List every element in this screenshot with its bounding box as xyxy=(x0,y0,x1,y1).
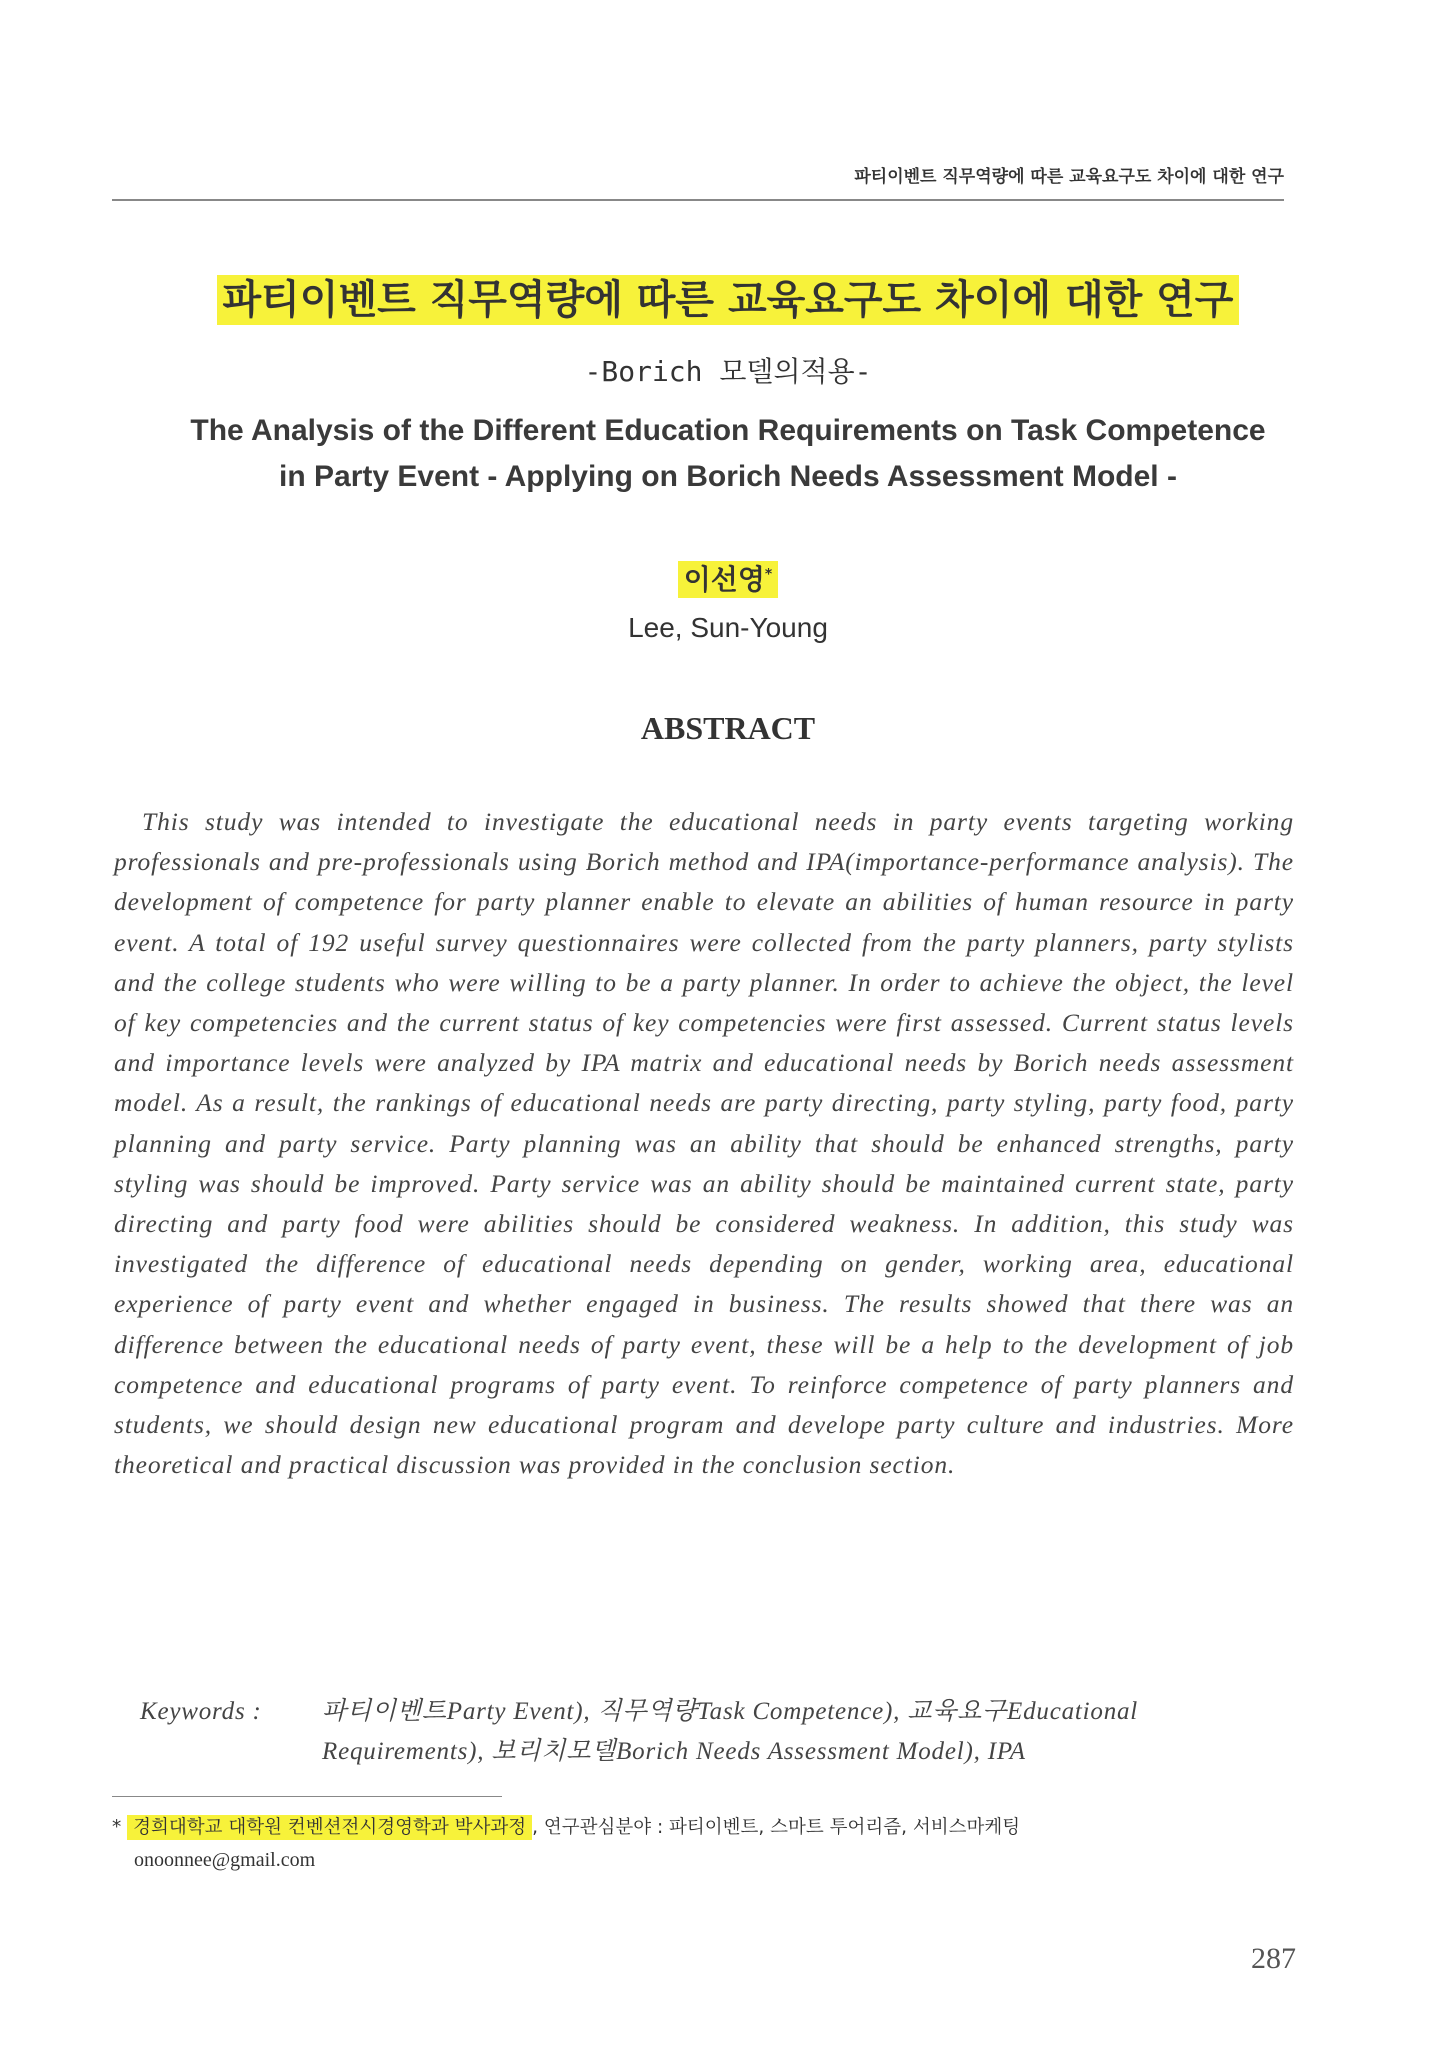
footnote-affiliation: 경희대학교 대학원 컨벤션전시경영학과 박사과정 xyxy=(127,1815,532,1840)
footnote xyxy=(112,1812,1292,1876)
author-korean xyxy=(0,558,1456,598)
korean-title xyxy=(0,268,1456,325)
english-title-line-2: in Party Event - Applying on Borich Needs Assessment Model - xyxy=(279,460,1177,493)
english-title xyxy=(0,408,1456,500)
korean-subtitle: -Borich 모델의적용- xyxy=(584,355,872,388)
keywords xyxy=(140,1692,1294,1772)
header-rule xyxy=(112,199,1284,201)
korean-title-text: 파티이벤트 직무역량에 따른 교육요구도 차이에 대한 연구 xyxy=(217,275,1240,325)
running-head: 파티이벤트 직무역량에 따른 교육요구도 차이에 대한 연구 xyxy=(854,167,1284,187)
author-marker: * xyxy=(764,566,773,583)
english-title-line-1: The Analysis of the Different Education Requirements on Task Competence xyxy=(190,414,1266,447)
author-english: Lee, Sun-Young xyxy=(628,612,828,643)
author-email: onoonnee@gmail.com xyxy=(134,1849,316,1871)
abstract-heading: ABSTRACT xyxy=(640,710,816,746)
footnote-rule xyxy=(112,1796,502,1797)
abstract-body: This study was intended to investigate the educational needs in party events targeting working professionals and pre-professionals using Borich method and IPA(importance-performance analysis). The development of competence for party planner enable to elevate an abilities of human resource in party event. A total of 192 useful survey questionnaires were collected from the party planners, party stylists and the college students who were willing to be a party planner. In order to achieve the object, the level of key competencies and the current status of key competencies were first assessed. Current status levels and importance levels were analyzed by IPA matrix and educational needs by Borich needs assessment model. As a result, the rankings of educational needs are party directing, party styling, party food, party planning and party service. Party planning was an ability that should be enhanced strengths, party styling was should be improved. Party service was an ability should be maintained current state, party directing and party food were abilities should be considered weakness. In addition, this study was investigated the difference of educational needs depending on gender, working area, educational experience of party event and whether engaged in business. The results showed that there was an difference between the educational needs of party event, these will be a help to the development of job competence and educational programs of party event. To reinforce competence of party planners and students, we should design new educational program and develope party culture and industries. More theoretical and practical discussion was provided in the conclusion section. xyxy=(114,807,1294,1480)
keywords-text: 파티이벤트Party Event), 직무역량Task Competence), 교육요구Educational Requirements), 보리치모델Borich Needs Assessment Model), IPA xyxy=(322,1698,1139,1765)
author-korean-name: 이선영 xyxy=(683,563,765,596)
keywords-label: Keywords : xyxy=(140,1698,262,1725)
footnote-marker: * xyxy=(112,1817,122,1838)
page-number: 287 xyxy=(1251,1942,1296,1975)
footnote-interests: , 연구관심분야 : 파티이벤트, 스마트 투어리즘, 서비스마케팅 xyxy=(532,1817,1021,1838)
author-korean-name-highlight xyxy=(678,561,778,598)
